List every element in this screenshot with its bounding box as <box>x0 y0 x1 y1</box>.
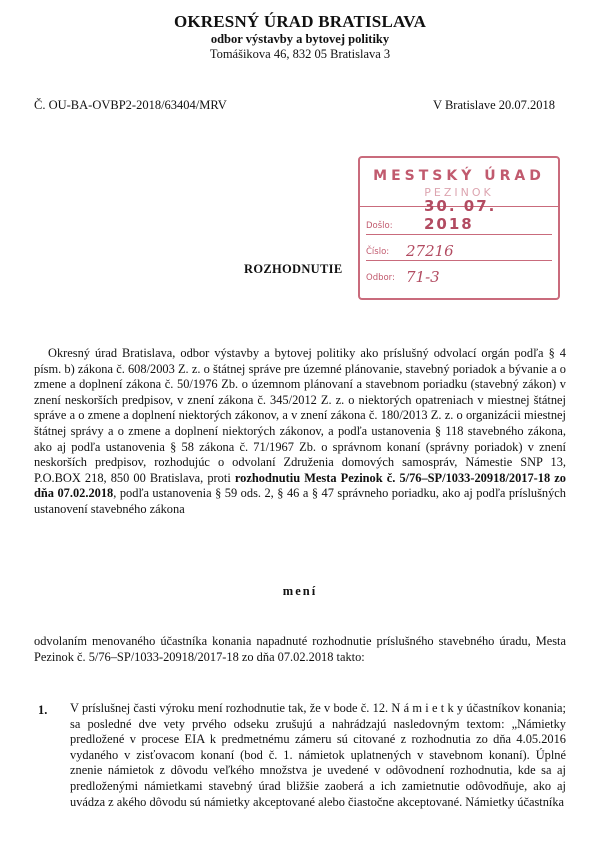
date-line: V Bratislave 20.07.2018 <box>433 98 555 112</box>
office-name: OKRESNÝ ÚRAD BRATISLAVA <box>173 12 427 31</box>
decision-title: ROZHODNUTIE <box>244 262 343 276</box>
stamp-dept-row <box>366 264 552 286</box>
item-text: V príslušnej časti výroku mení rozhodnutie tak, že v bode č. 12. N á m i e t k y účastníkov konania; sa posledné dve vety prvého odseku zrušujú a nahrádzajú nasledovným textom: „Námietky predložené v procese EIA k predmetnému zámeru sú citované z rozhodnutia zo dňa 4.05.2016 vydaného v zisťovacom konaní (bod č. 1. námietok uplatnených v stavebnom konaní). Úplné znenie námietok z dôvodu veľkého množstva je uvedené v odôvodnení rozhodnutia, kde sa aj predloženými námietkami stavebný úrad bližšie zaoberá a ich zamietnutie odôvodňuje, ako aj uvádza z akého dôvodu sú námietky akceptované alebo čiastočne akceptované. Námietky účastníka <box>70 701 566 809</box>
intro-paragraph <box>34 346 566 518</box>
stamp-received-label: Došlo: <box>366 221 393 231</box>
received-stamp <box>358 156 560 300</box>
stamp-number-value: 27216 <box>406 242 454 260</box>
intro-text-2: , podľa ustanovenia § 59 ods. 2, § 46 a § 47 správneho poriadku, ako aj podľa príslušných ustanovení stavebného zákona <box>34 486 566 516</box>
stamp-city: PEZINOK <box>424 186 494 199</box>
item-number: 1. <box>38 703 48 717</box>
verdict-word: mení <box>282 584 318 598</box>
stamp-number-label: Číslo: <box>366 247 390 257</box>
stamp-title: MESTSKÝ ÚRAD <box>373 168 545 184</box>
stamp-received-row <box>366 197 552 235</box>
office-address: Tomášikova 46, 832 05 Bratislava 3 <box>209 47 391 61</box>
department-name: odbor výstavby a bytovej politiky <box>210 32 390 46</box>
appeal-paragraph: odvolaním menovaného účastníka konania napadnuté rozhodnutie príslušného stavebného úradu, Mesta Pezinok č. 5/76–SP/1033-20918/2017-18 zo dňa 07.02.2018 takto: <box>34 634 566 664</box>
stamp-received-date: 30. 07. 2018 <box>424 197 497 233</box>
stamp-dept-label: Odbor: <box>366 273 395 283</box>
intro-text-1: Okresný úrad Bratislava, odbor výstavby a bytovej politiky ako príslušný odvolací orgán podľa § 4 písm. b) zákona č. 608/2003 Z. z. o štátnej správe pre územné plánovanie, stavebný poriadok a bývanie a o zmene a doplnení zákona č. 50/1976 Zb. o územnom plánovaní a stavebnom poriadku (stavebný zákon) v znení neskorších predpisov, v znení zákona č. 345/2012 Z. z. o niektorých opatreniach v miestnej štátnej správe a o zmene a doplnení niektorých zákonov, a v znení zákona č. 180/2013 Z. z. o organizácii miestnej štátnej správy a o zmene a doplnení niektorých zákonov, a podľa ustanovenia § 118 stavebného zákona, ako aj podľa ustanovenia § 58 zákona č. 71/1967 Zb. o správnom konaní (správny poriadok) v znení neskorších predpisov, rozhodujúc o odvolaní Združenia domových samospráv, Námestie SNP 13, P.O.BOX 218, 850 00 Bratislava, proti <box>34 346 566 485</box>
reference-number: Č. OU-BA-OVBP2-2018/63404/MRV <box>34 98 227 112</box>
stamp-dept-value: 71-3 <box>406 268 440 286</box>
intro-bold-ref: rozhodnutiu Mesta Pezinok č. 5/76–SP/1033-20918/2017-18 zo dňa 07.02.2018 <box>34 470 567 501</box>
stamp-number-row <box>366 238 552 261</box>
